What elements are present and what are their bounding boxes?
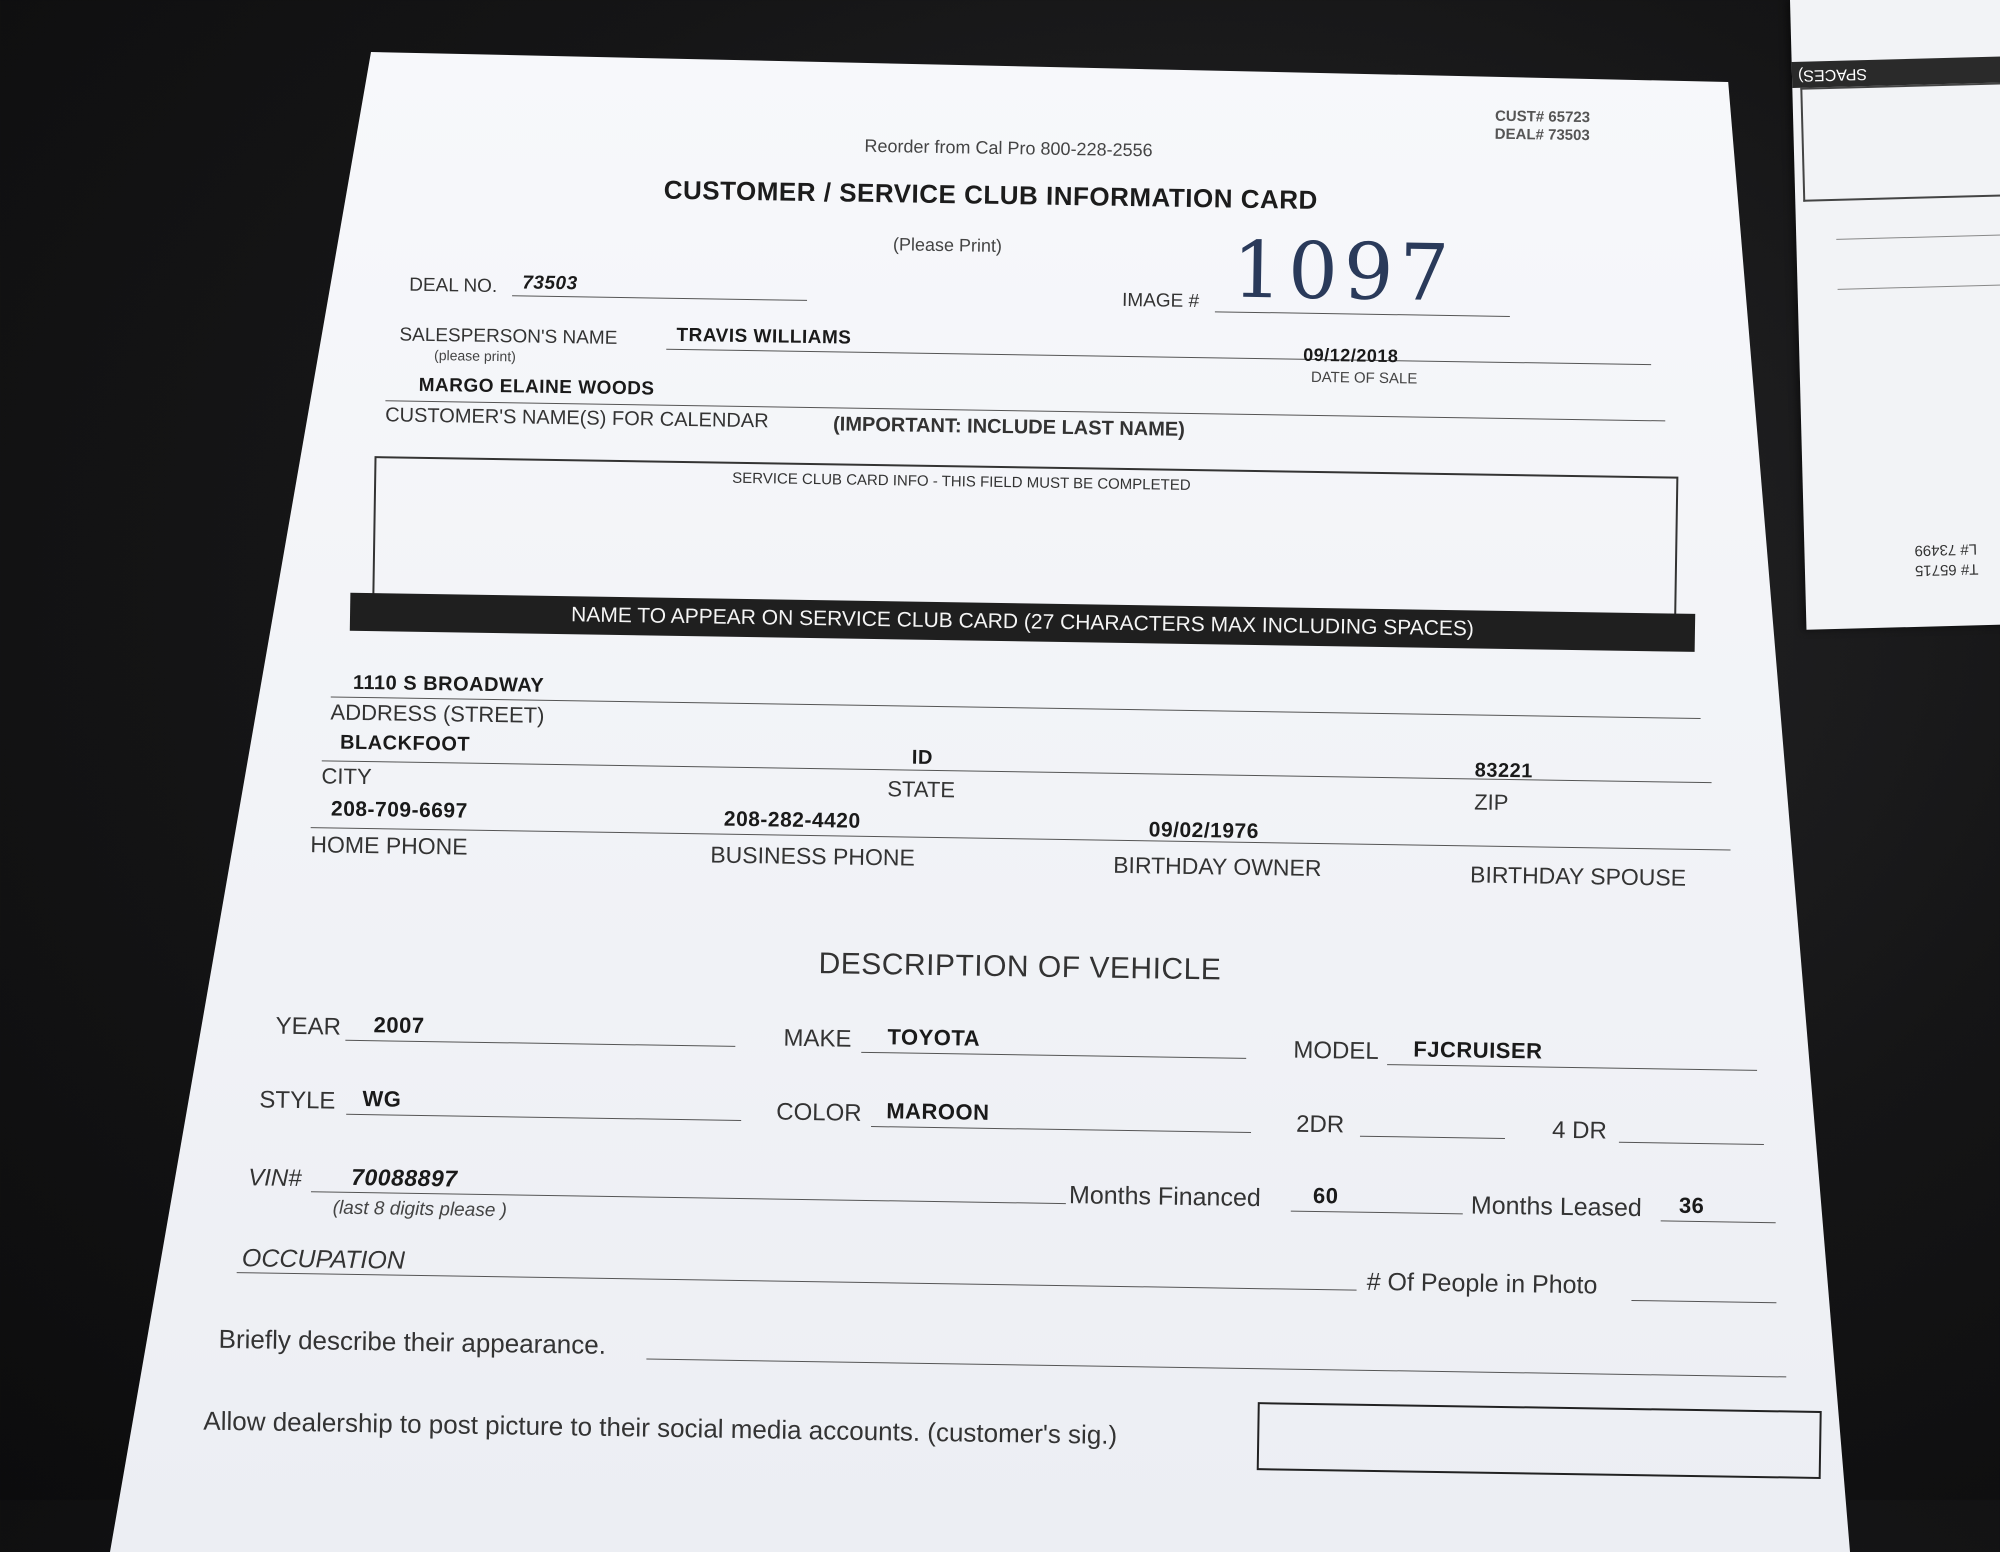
birthday-owner-value: 09/02/1976 (1148, 818, 1260, 844)
home-phone-value: 208-709-6697 (330, 797, 468, 823)
style-label: STYLE (259, 1086, 336, 1115)
reorder-note: Reorder from Cal Pro 800-228-2556 (864, 135, 1153, 161)
salesperson-label: SALESPERSON'S NAME (399, 324, 618, 349)
adjacent-card-bar: SPACES) (1792, 56, 2000, 87)
months-financed-label: Months Financed (1068, 1181, 1261, 1213)
deal-no-line (512, 295, 807, 301)
adjacent-card-cust: T# 65715 (1914, 560, 1979, 579)
vin-value: 70088897 (351, 1163, 458, 1192)
occupation-label: OCCUPATION (241, 1244, 406, 1275)
service-club-box-label: SERVICE CLUB CARD INFO - THIS FIELD MUST BE COMPLETED (732, 469, 1191, 494)
year-value: 2007 (373, 1012, 425, 1038)
city-label: CITY (321, 763, 372, 790)
vehicle-section-heading: DESCRIPTION OF VEHICLE (818, 947, 1222, 987)
zip-label: ZIP (1474, 789, 1509, 815)
appearance-label: Briefly describe their appearance. (218, 1323, 607, 1360)
deal-number-corner: DEAL# 73503 (1494, 125, 1590, 145)
image-label: IMAGE # (1121, 289, 1200, 313)
two-door-label: 2DR (1295, 1110, 1345, 1139)
home-phone-label: HOME PHONE (310, 831, 468, 860)
birthday-owner-label: BIRTHDAY OWNER (1113, 851, 1322, 882)
date-of-sale-value: 09/12/2018 (1303, 344, 1399, 367)
image-number-handwritten: 1097 (1231, 225, 1456, 320)
business-phone-value: 208-282-4420 (723, 807, 861, 833)
service-club-name-bar: NAME TO APPEAR ON SERVICE CLUB CARD (27 CHARACTERS MAX INCLUDING SPACES) (350, 593, 1695, 652)
model-value: FJCRUISER (1413, 1036, 1543, 1064)
birthday-spouse-label: BIRTHDAY SPOUSE (1469, 861, 1687, 891)
months-leased-value: 36 (1678, 1192, 1705, 1219)
months-financed-value: 60 (1312, 1182, 1339, 1209)
color-label: COLOR (776, 1098, 862, 1127)
zip-value: 83221 (1474, 759, 1534, 783)
four-door-label: 4 DR (1551, 1116, 1607, 1145)
people-in-photo-label: # Of People in Photo (1366, 1267, 1598, 1300)
address-label: ADDRESS (STREET) (330, 699, 545, 728)
signature-box[interactable] (1257, 1402, 1822, 1479)
months-financed-line (1291, 1211, 1463, 1215)
vin-subnote: (last 8 digits please ) (332, 1197, 508, 1222)
model-line (1387, 1064, 1757, 1071)
deal-no-label: DEAL NO. (409, 274, 498, 298)
vin-label: VIN# (247, 1164, 302, 1193)
year-label: YEAR (275, 1012, 342, 1041)
make-label: MAKE (783, 1024, 852, 1053)
state-label: STATE (887, 776, 956, 803)
customer-name-important: (IMPORTANT: INCLUDE LAST NAME) (832, 413, 1186, 441)
make-value: TOYOTA (887, 1024, 981, 1051)
four-door-line (1619, 1142, 1764, 1145)
months-leased-label: Months Leased (1470, 1191, 1643, 1223)
occupation-line (237, 1272, 1357, 1291)
color-value: MAROON (886, 1098, 990, 1125)
state-value: ID (911, 746, 934, 769)
city-value: BLACKFOOT (339, 731, 471, 756)
cust-number: CUST# 65723 (1494, 107, 1591, 127)
salesperson-line (666, 349, 1651, 365)
color-line (871, 1126, 1251, 1133)
phones-line (311, 827, 1731, 850)
style-value: WG (362, 1086, 402, 1112)
form-title: CUSTOMER / SERVICE CLUB INFORMATION CARD (663, 174, 1319, 215)
year-line (345, 1040, 735, 1047)
business-phone-label: BUSINESS PHONE (710, 841, 916, 871)
months-leased-line (1661, 1220, 1776, 1223)
salesperson-subnote: (please print) (434, 347, 516, 365)
date-of-sale-label: DATE OF SALE (1310, 368, 1418, 388)
deal-no-value: 73503 (522, 272, 578, 295)
make-line (861, 1052, 1246, 1059)
salesperson-value: TRAVIS WILLIAMS (676, 324, 852, 349)
people-in-photo-line (1631, 1300, 1776, 1303)
adjacent-card-deal: L# 73499 (1914, 540, 1978, 559)
social-media-label: Allow dealership to post picture to their social media accounts. (customer's sig.) (203, 1405, 1118, 1450)
model-label: MODEL (1293, 1036, 1379, 1065)
customer-name-label: CUSTOMER'S NAME(S) FOR CALENDAR (385, 404, 769, 433)
customer-name-value: MARGO ELAINE WOODS (418, 374, 655, 400)
style-line (346, 1114, 741, 1121)
please-print-note: (Please Print) (892, 234, 1003, 256)
address-value: 1110 S BROADWAY (352, 671, 545, 697)
appearance-line (646, 1359, 1786, 1378)
two-door-line (1360, 1136, 1505, 1139)
